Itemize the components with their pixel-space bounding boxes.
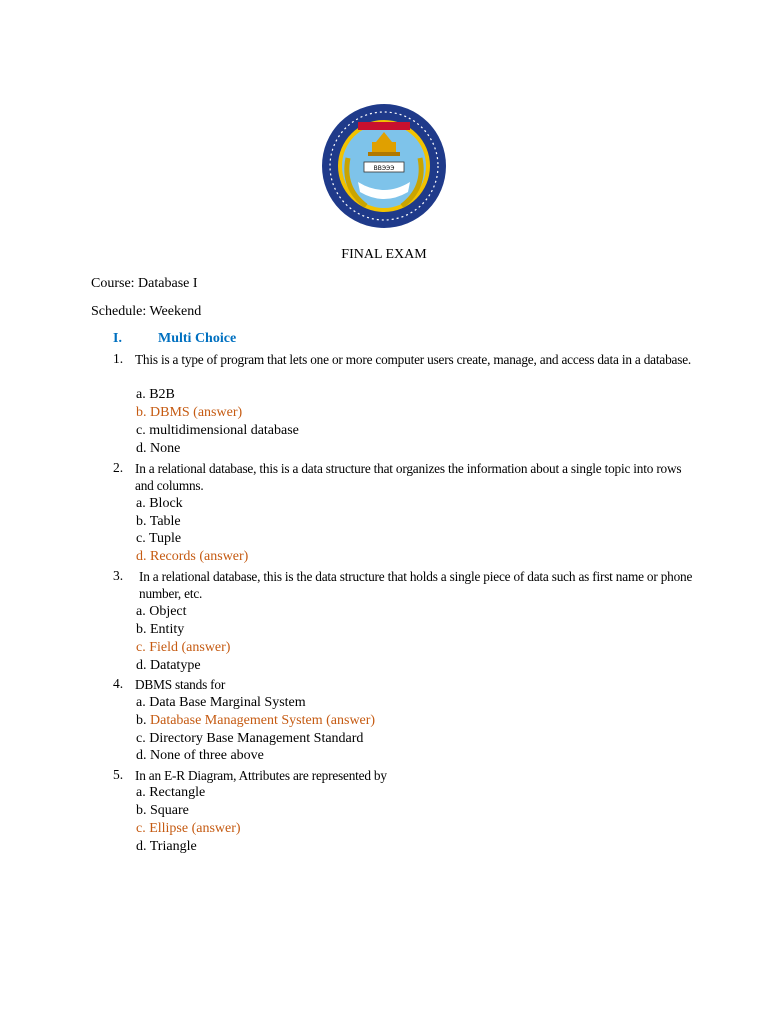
question-number: 3.: [113, 568, 124, 583]
option-answer: d. Records (answer): [136, 549, 249, 564]
question-number: 2.: [113, 460, 124, 475]
question-number: 1.: [113, 351, 124, 366]
option: a. Rectangle: [136, 785, 206, 800]
option-answer: c. Ellipse (answer): [136, 821, 241, 836]
question-text: This is a type of program that lets one or more computer users create, manage, and access data in a database.: [135, 352, 692, 367]
section-title: Multi Choice: [158, 331, 237, 346]
option: d. None of three above: [136, 748, 264, 763]
course-label: Course: Database I: [91, 276, 198, 291]
option-answer: [136, 713, 375, 729]
option: b. Square: [136, 803, 189, 818]
option: a. Data Base Marginal System: [136, 695, 306, 710]
question-number: 4.: [113, 676, 124, 691]
option-answer-text: Database Management System (answer): [150, 713, 376, 728]
question-text: In a relational database, this is a data structure that organizes the information about a single topic into rows and columns.: [135, 461, 682, 493]
option-answer: c. Field (answer): [136, 640, 231, 655]
option-answer: b. DBMS (answer): [136, 405, 243, 420]
option: c. multidimensional database: [136, 423, 299, 438]
question-text: DBMS stands for: [135, 677, 226, 692]
question-text: In an E-R Diagram, Attributes are represented by: [135, 768, 387, 783]
option: b. Entity: [136, 622, 185, 637]
option: d. None: [136, 441, 181, 456]
option: c. Tuple: [136, 531, 182, 546]
option: b. Table: [136, 514, 181, 529]
option-prefix: b.: [136, 713, 150, 728]
schedule-label: Schedule: Weekend: [91, 304, 202, 319]
exam-title: FINAL EXAM: [341, 247, 427, 262]
option: d. Datatype: [136, 658, 201, 673]
option: a. Object: [136, 604, 187, 619]
institute-seal-logo: [318, 98, 450, 234]
option: a. B2B: [136, 387, 175, 402]
option: c. Directory Base Management Standard: [136, 731, 364, 746]
option: d. Triangle: [136, 839, 197, 854]
question-text: In a relational database, this is the data structure that holds a single piece of data such as first name or phone number, etc.: [139, 569, 693, 601]
section-number: I.: [113, 331, 122, 346]
seal-plaque-text: ВВЭЭЭ: [373, 165, 395, 172]
option: a. Block: [136, 496, 183, 511]
question-number: 5.: [113, 767, 124, 782]
